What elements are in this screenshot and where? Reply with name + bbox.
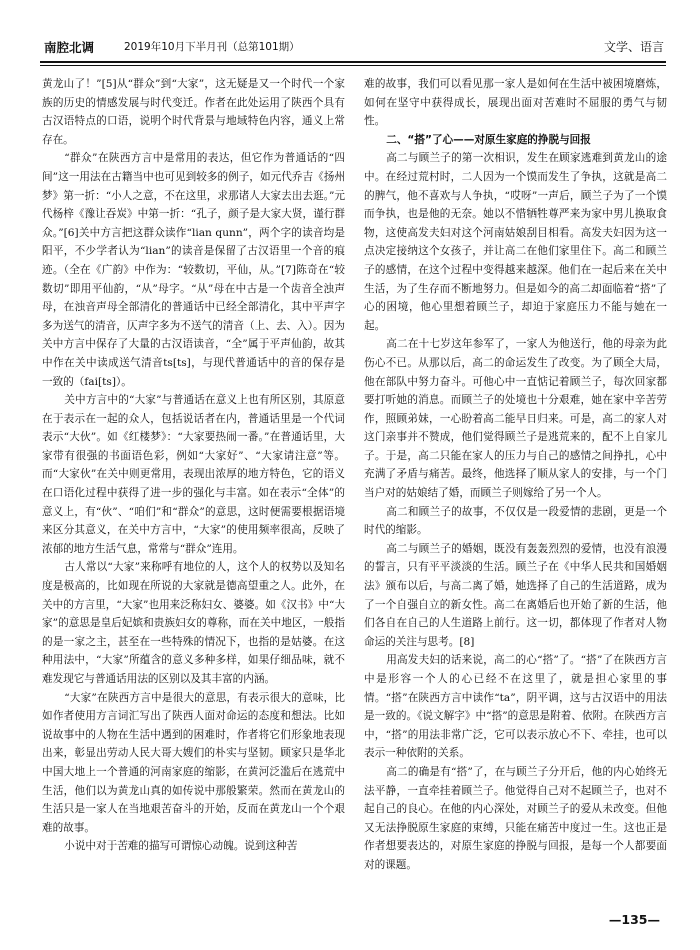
left-column <box>42 75 345 905</box>
page-number: —135— <box>608 912 660 927</box>
body-paragraph: 小说中对于苦难的描写可谓惊心动魄。说到这种苦 <box>64 840 298 853</box>
body-paragraph: 高二与顾兰子的婚姻，既没有轰轰烈烈的爱情，也没有浪漫的誓言，只有平平淡淡的生活。顾兰子在《中华人民共和国婚姻法》颁布以后，与高二离了婚，她选择了自己的生活道路，成为了一个自强自立的新女性。高二在离婚后也开始了新的生活，他们各自在自己的人生道路上前行。这一切，都体现了作者对人物命运的关注与思考。[8] <box>364 542 667 648</box>
issue-info: 2019年10月下半月刊（总第101期） <box>124 41 300 53</box>
page-header <box>44 38 664 58</box>
body-paragraph: 高二和顾兰子的故事，不仅仅是一段爱情的悲剧，更是一个时代的缩影。 <box>364 505 667 537</box>
header-rule-thick <box>40 61 666 63</box>
body-paragraph: 黄龙山了！”[5]从“群众”到“大家”，这无疑是又一个时代一个家族的历史的情感发展与时代变迁。作者在此处运用了陕西个具有古汉语特点的口语，说明个时代背景与地域特色内容，通义上常存在。 <box>42 78 345 146</box>
body-paragraph: 高二的确是有“搭”了，在与顾兰子分开后，他的内心始终无法平静，一直牵挂着顾兰子。他觉得自己对不起顾兰子，也对不起自己的良心。在他的内心深处，对顾兰子的爱从未改变。但他又无法挣脱原生家庭的束缚，只能在痛苦中度过一生。这也正是作者想要表达的，对原生家庭的挣脱与回报，是每一个人都要面对的课题。 <box>364 765 667 871</box>
journal-name: 南腔北调 <box>44 40 95 55</box>
body-paragraph: “大家”在陕西方言中是很大的意思，有表示很大的意味，比如作者使用方言词汇写出了陕西人面对命运的态度和想法。比如说故事中的人物在生活中遇到的困难时，作者将它们形象地表现出来，彰显出劳动人民大哥大嫂们的朴实与坚韧。顾家只是华北中国大地上一个普通的河南家庭的缩影，在黄河泛滥后在逃荒中生活，他们以为黄龙山真的如传说中那般繁荣。然而在黄龙山的生活只是一家人在当地艰苦奋斗的开始，反而在黄龙山一个个艰难的故事。 <box>42 691 345 834</box>
body-paragraph: 用高发夫妇的话来说，高二的心“搭”了。“搭”了在陕西方言中是形容一个人的心已经不在这里了，就是担心家里的事情。“搭”在陕西方言中读作“ta”，阴平调，这与古汉语中的用法是一致的。《说文解字》中“搭”的意思是附着、依附。在陕西方言中，“搭”的用法非常广泛，它可以表示放心不下、牵挂，也可以表示一种依附的关系。 <box>364 654 667 760</box>
right-column <box>364 75 667 905</box>
body-paragraph: 高二与顾兰子的第一次相识，发生在顾家逃难到黄龙山的途中。在经过荒村时，二人因为一个馍而发生了争执，这就是高二的脾气，他不喜欢与人争执，“哎呀”一声后，顾兰子为了一个馍而争执，也是他的无奈。她以不惜牺牲尊严来为家中男儿换取食物，这使高发夫妇对这个河南姑娘刮目相看。高发夫妇因为这一点决定接纳这个女孩子，并让高二在他们家里住下。高二和顾兰子的感情，在这个过程中变得越来越深。他们在一起后来在关中生活，为了生存而不断地努力。但是如今的高二却面临着“搭”了心的困境，他心里想着顾兰子，却迫于家庭压力不能与她在一起。 <box>364 152 667 332</box>
body-paragraph: 关中方言中的“大家”与普通话在意义上也有所区别，其原意在于表示在一起的众人，包括说话者在内，普通话里是一个代词表示“大伙”。如《红楼梦》：“大家要热闹一番。”在普通话里，大家带有很强的书面语色彩，例如“大家好”、“大家请注意”等。而“大家伙”在关中则更常用，表现出浓厚的地方特色，它的语义在口语化过程中获得了进一步的强化与丰富。如在表示“全体”的意义上，有“伙”、“咱们”和“群众”的意思，这时便需要根据语境来区分其意义，在关中方言中，“大家”的使用频率很高，反映了浓郁的地方生活气息，常常与“群众”连用。 <box>42 394 345 555</box>
header-rule-thin <box>40 65 666 66</box>
body-paragraph: 难的故事，我们可以看见那一家人是如何在生活中被困境磨炼，如何在坚守中获得成长，展现出面对苦难时不屈服的勇气与韧性。 <box>364 78 667 128</box>
body-paragraph: “群众”在陕西方言中是常用的表达，但它作为普通话的“四间”这一用法在古籍当中也可见到较多的例子，如元代乔吉《扬州梦》第一折：“小人之意，不在这里，求那诸人大家去出去逛。”元代杨梓《豫让吞炭》中第一折：“孔子，颜子是大家大贤，谨行群众。”[6]关中方言把这群众读作“lian qunn”，两个字的读音均是阳平，不少学者认为“lian”的读音是保留了古汉语里一个音的痕迹。（全在《广韵》中作为：“较数切，平仙，从。”[7]陈奇在“较数切”即用平仙韵，“从”母字。“从”母在中古是一个齿音全浊声母，在浊音声母全部清化的普通话中已经全部清化，其中平声字多为送气的清音，仄声字多为不送气的清音（上、去、入）。因为关中方言中保存了大量的古汉语读音，“全”属于平声仙韵，故其中作在关中读成送气清音ts[ts]，与现代普通话中的音的保存是一致的（fai[ts]）。 <box>42 152 345 388</box>
body-paragraph: 古人常以“大家”来称呼有地位的人，这个人的权势以及知名度是极高的，比如现在所说的大家就是德高望重之人。此外，在关中的方言里，“大家”也用来泛称妇女、婆婆。如《汉书》中“大家”的意思是皇后妃嫔和贵族妇女的尊称，而在关中地区，一般指的是一家之主，甚至在一些特殊的情况下，也指的是姑婆。在这种用法中，“大家”所蕴含的意义多种多样，如果仔细品味，就不难发现它与普通话用法的区别以及其丰富的内涵。 <box>42 561 345 685</box>
section-heading: 二、“搭”了心——对原生家庭的挣脱与回报 <box>386 133 591 146</box>
body-paragraph: 高二在十七岁这年参军了，一家人为他送行，他的母亲为此伤心不已。从那以后，高二的命运发生了改变。为了顾全大局，他在部队中努力奋斗。可他心中一直惦记着顾兰子，每次回家都要打听她的消息。而顾兰子的处境也十分艰难，她在家中辛苦劳作，照顾弟妹，一心盼着高二能早日归来。可是，高二的家人对这门亲事并不赞成，他们觉得顾兰子是逃荒来的，配不上自家儿子。于是，高二只能在家人的压力与自己的感情之间挣扎，心中充满了矛盾与痛苦。最终，他选择了顺从家人的安排，与一个门当户对的姑娘结了婚，而顾兰子则嫁给了另一个人。 <box>364 338 667 500</box>
section-title: 文学、语言 <box>603 40 664 54</box>
